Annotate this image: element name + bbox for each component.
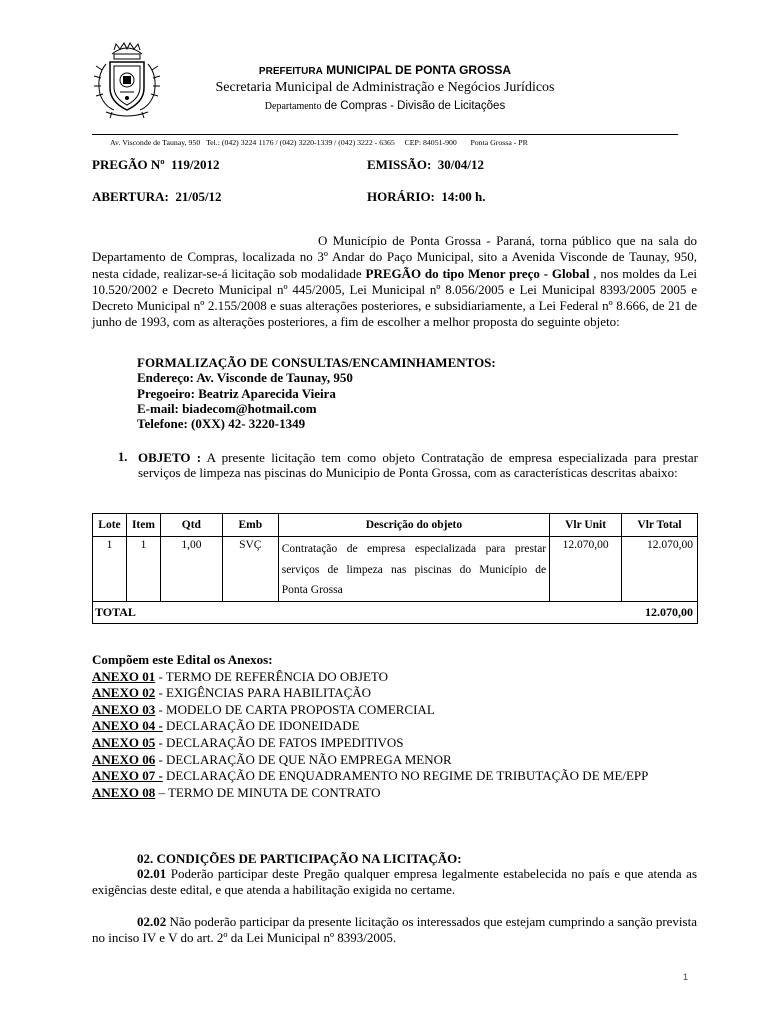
anexo-label: ANEXO 02 — [92, 685, 156, 701]
anexo-label: ANEXO 01 — [92, 668, 156, 684]
contacts-pregoeiro: Pregoeiro: Beatriz Aparecida Vieira — [137, 385, 336, 401]
contacts-phone: Telefone: (0XX) 42- 3220-1349 — [137, 416, 306, 432]
abertura-value: 21/05/12 — [175, 189, 222, 204]
page-number: 1 — [683, 972, 689, 982]
contacts-block — [137, 355, 496, 431]
cell-vlr-total: 12.070,00 — [622, 537, 698, 602]
emissao-value: 30/04/12 — [437, 157, 485, 172]
secretaria-title: Secretaria Municipal de Administração e Negócios Jurídicos — [215, 80, 555, 95]
anexo-text: DECLARAÇÃO DE IDONEIDADE — [162, 718, 360, 734]
description-line: serviços de limpeza nas piscinas do Município de — [281, 563, 547, 576]
table-header-cell: Emb — [222, 514, 278, 537]
table-header-cell: Lote — [93, 514, 127, 537]
table-total-row — [93, 601, 698, 623]
total-label: TOTAL — [93, 601, 622, 623]
horario-label: HORÁRIO: — [367, 189, 435, 204]
table-row — [93, 537, 698, 602]
header-phones: Tel.: (042) 3224 1176 / (042) 3220-1339 / (042) 3222 - 6365 — [205, 138, 395, 147]
table-header-cell: Vlr Unit — [550, 514, 622, 537]
anexo-label: ANEXO 08 — [92, 784, 156, 800]
emissao-label: EMISSÃO: — [367, 157, 432, 172]
anexo-label: ANEXO 06 — [92, 751, 156, 767]
cell-qtd: 1,00 — [160, 537, 222, 602]
intro-text-2: , nos moldes da Lei 10.520/2002 e Decreto Municipal nº 445/2005, Lei Municipal nº 8.056/2005 e Lei Municipal 8393/2005 2005 e Decreto Municipal nº 2.155/2008 e suas alterações posteriores, e subsidiariamente, a Lei Federal nº 8.666, de 21 de junho de 1993, com as alterações posteriores, a fim de escolher a melhor proposta do seguinte objeto: — [92, 265, 697, 330]
pregao-value: 119/2012 — [171, 157, 220, 172]
list-item — [92, 718, 698, 735]
horario-value: 14:00 h. — [441, 189, 486, 204]
objeto-label: OBJETO : — [138, 450, 202, 465]
intro-paragraph — [92, 233, 697, 331]
anexo-text: - DECLARAÇÃO DE QUE NÃO EMPREGA MENOR — [155, 751, 452, 767]
anexo-label: ANEXO 05 — [92, 734, 156, 750]
anexo-text: – TERMO DE MINUTA DE CONTRATO — [155, 784, 381, 800]
anexos-title: Compõem este Edital os Anexos: — [92, 652, 273, 667]
anexo-label: ANEXO 07 - — [92, 768, 163, 784]
pregao-line — [92, 157, 219, 173]
p2-number: 02.02 — [137, 914, 167, 929]
p1-text: Poderão participar deste Pregão qualquer empresa legalmente estabelecida no país e que atenda as exigências deste edital, e que atenda a habilitação exigida no certame. — [92, 866, 697, 898]
p1-number: 02.01 — [137, 866, 167, 881]
list-item — [92, 685, 698, 702]
section-02-title: 02. CONDIÇÕES DE PARTICIPAÇÃO NA LICITAÇÃO: — [137, 851, 462, 866]
anexo-text: - EXIGÊNCIAS PARA HABILITAÇÃO — [155, 685, 372, 701]
department-name: de Compras - Divisão de Licitações — [324, 100, 506, 112]
list-item — [92, 669, 698, 686]
anexos-block — [92, 652, 698, 801]
abertura-label: ABERTURA: — [92, 189, 169, 204]
objeto-paragraph — [138, 450, 698, 481]
contacts-email: E-mail: biadecom@hotmail.com — [137, 400, 317, 416]
header-address: Av. Visconde de Taunay, 950 — [110, 138, 201, 147]
header-rule — [92, 134, 678, 135]
intro-text-1: O Município de Ponta Grossa - Paraná, torna público que na sala do Departamento de Compras, localizada no 3º Andar do Paço Municipal, sito a Avenida Visconde de Taunay, 950, nesta cidade, realizar-se-á licitação sob modalidade — [92, 233, 697, 281]
table-header-cell: Item — [126, 514, 160, 537]
description-line: Ponta Grossa — [281, 584, 343, 596]
contacts-address: Endereço: Av. Visconde de Taunay, 950 — [137, 370, 353, 386]
description-line: Contratação de empresa especializada para prestar — [281, 543, 547, 555]
cell-item: 1 — [126, 537, 160, 602]
list-item — [92, 702, 698, 719]
anexo-label: ANEXO 03 — [92, 701, 156, 717]
list-item — [92, 785, 698, 802]
section-02-p1 — [92, 866, 697, 899]
table-header-cell: Vlr Total — [622, 514, 698, 537]
object-table — [92, 513, 698, 624]
cell-emb: SVÇ — [222, 537, 278, 602]
contacts-title: FORMALIZAÇÃO DE CONSULTAS/ENCAMINHAMENTOS: — [137, 355, 496, 370]
intro-bold: PREGÃO do tipo Menor preço - Global — [365, 265, 590, 281]
table-header-row — [93, 514, 698, 537]
anexo-text: - TERMO DE REFERÊNCIA DO OBJETO — [155, 668, 389, 684]
list-item — [92, 735, 698, 752]
cell-lote: 1 — [93, 537, 127, 602]
anexo-text: DECLARAÇÃO DE ENQUADRAMENTO NO REGIME DE TRIBUTAÇÃO DE ME/EPP — [162, 768, 649, 784]
total-value: 12.070,00 — [622, 601, 698, 623]
table-header-cell: Qtd — [160, 514, 222, 537]
objeto-text: A presente licitação tem como objeto Contratação de empresa especializada para prestar serviços de limpeza nas piscinas do Municipio de Ponta Grossa, com as características descritas abaixo: — [138, 450, 698, 481]
abertura-line — [92, 189, 222, 205]
pregao-label: PREGÃO Nº — [92, 157, 165, 172]
anexo-text: - DECLARAÇÃO DE FATOS IMPEDITIVOS — [155, 734, 404, 750]
department-title — [0, 100, 770, 112]
table-header-cell: Descrição do objeto — [278, 514, 549, 537]
anexo-label: ANEXO 04 - — [92, 718, 163, 734]
header-cep: CEP: 84051-900 — [404, 138, 457, 147]
header-contact-line — [110, 138, 710, 147]
cell-vlr-unit: 12.070,00 — [550, 537, 622, 602]
horario-line — [367, 189, 485, 205]
list-item — [92, 768, 698, 785]
department-prefix: Departamento — [264, 101, 322, 112]
anexo-text: - MODELO DE CARTA PROPOSTA COMERCIAL — [155, 701, 435, 717]
cell-description — [278, 537, 549, 602]
prefecture-name: MUNICIPAL DE PONTA GROSSA — [326, 63, 512, 77]
prefecture-prefix: PREFEITURA — [258, 66, 323, 77]
header-city: Ponta Grossa - PR — [470, 138, 528, 147]
list-item — [92, 752, 698, 769]
section-02-p2 — [92, 914, 697, 947]
objeto-number: 1. — [118, 450, 128, 464]
p2-text: Não poderão participar da presente licitação os interessados que estejam cumprindo a sanção prevista no inciso IV e V do art. 2º da Lei Municipal nº 8393/2005. — [92, 914, 697, 946]
prefecture-title — [0, 63, 770, 77]
emissao-line — [367, 157, 484, 173]
